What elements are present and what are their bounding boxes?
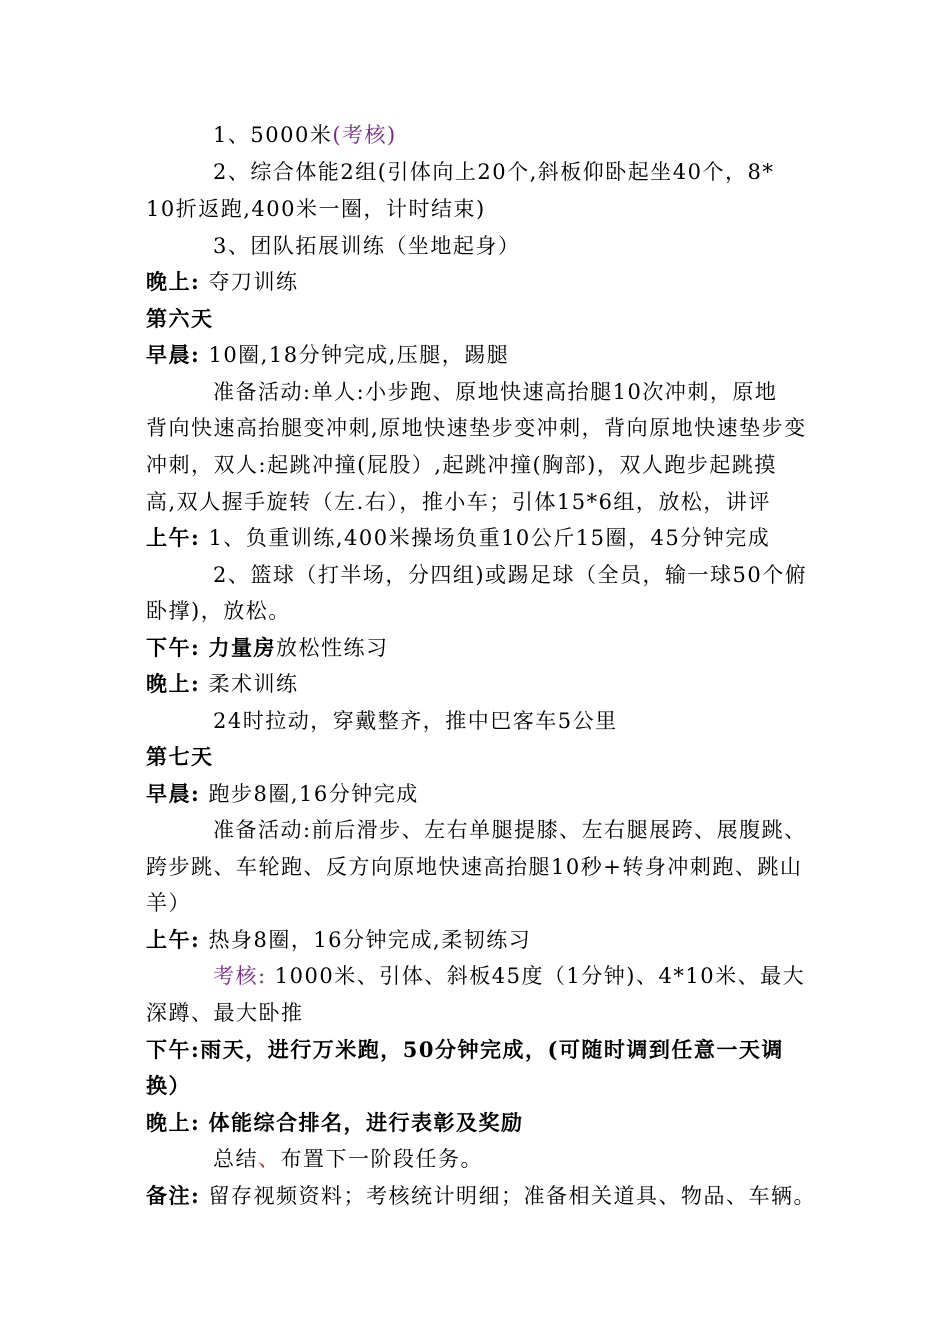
afternoon-line: 下午: 力量房放松性练习 xyxy=(146,635,389,660)
evening-line: 晚上: 柔术训练 xyxy=(146,671,299,696)
item-line: 总结、布置下一阶段任务。 xyxy=(213,1147,483,1171)
assessment-tag: 考核: xyxy=(213,964,267,988)
day-heading: 第七天 xyxy=(146,744,214,769)
day-heading: 第六天 xyxy=(146,306,214,331)
time-label: 上午: xyxy=(146,927,201,952)
item-line: 2、篮球（打半场，分四组)或踢足球（全员，输一球50个俯 xyxy=(213,563,808,587)
item-line: 深蹲、最大卧推 xyxy=(146,1001,304,1025)
morning-line: 早晨: 跑步8圈,16分钟完成 xyxy=(146,781,419,806)
item-line: 高,双人握手旋转（左.右），推小车；引体15*6组，放松，讲评 xyxy=(146,490,771,514)
time-label: 晚上: xyxy=(146,1110,201,1135)
item-line: 2、综合体能2组(引体向上20个,斜板仰卧起坐40个，8* xyxy=(213,160,775,184)
time-label: 下午: xyxy=(146,635,201,660)
item-line: 准备活动:前后滑步、左右单腿提膝、左右腿展跨、展腹跳、 xyxy=(213,818,807,842)
forenoon-line: 上午: 1、负重训练,400米操场负重10公斤15圈，45分钟完成 xyxy=(146,525,771,550)
assessment-tag: (考核) xyxy=(332,123,397,147)
item-line: 羊） xyxy=(146,891,191,915)
evening-line: 晚上: 夺刀训练 xyxy=(146,269,299,294)
time-label: 早晨: xyxy=(146,342,201,367)
time-label: 早晨: xyxy=(146,781,201,806)
time-label: 晚上: xyxy=(146,671,201,696)
item-line: 10折返跑,400米一圈，计时结束) xyxy=(146,197,486,221)
remarks-label: 备注: xyxy=(146,1183,201,1208)
item-line: 换） xyxy=(146,1073,191,1098)
afternoon-line: 下午:雨天，进行万米跑，50分钟完成，(可随时调到任意一天调 xyxy=(146,1037,784,1062)
item-line: 考核: 1000米、引体、斜板45度（1分钟)、4*10米、最大 xyxy=(213,964,806,988)
red-punctuation: 、 xyxy=(258,1147,281,1171)
forenoon-line: 上午: 热身8圈，16分钟完成,柔韧练习 xyxy=(146,927,532,952)
item-line: 背向快速高抬腿变冲刺,原地快速垫步变冲刺，背向原地快速垫步变 xyxy=(146,416,807,440)
remarks-line: 备注: 留存视频资料；考核统计明细；准备相关道具、物品、车辆。 xyxy=(146,1183,816,1208)
item-line: 3、团队拓展训练（坐地起身） xyxy=(213,234,521,258)
item-line: 1、5000米(考核) xyxy=(213,123,397,147)
item-line: 准备活动:单人:小步跑、原地快速高抬腿10次冲刺，原地 xyxy=(213,380,778,404)
time-label: 上午: xyxy=(146,525,201,550)
time-label: 晚上: xyxy=(146,269,201,294)
item-line: 卧撑)，放松。 xyxy=(146,599,291,623)
item-line: 冲刺，双人:起跳冲撞(屁股）,起跳冲撞(胸部)，双人跑步起跳摸 xyxy=(146,453,777,477)
item-line: 跨步跳、车轮跑、反方向原地快速高抬腿10秒+转身冲刺跑、跳山 xyxy=(146,855,803,879)
evening-line: 晚上: 体能综合排名，进行表彰及奖励 xyxy=(146,1110,524,1135)
morning-line: 早晨: 10圈,18分钟完成,压腿，踢腿 xyxy=(146,342,510,367)
item-line: 24时拉动，穿戴整齐，推中巴客车5公里 xyxy=(213,709,618,733)
